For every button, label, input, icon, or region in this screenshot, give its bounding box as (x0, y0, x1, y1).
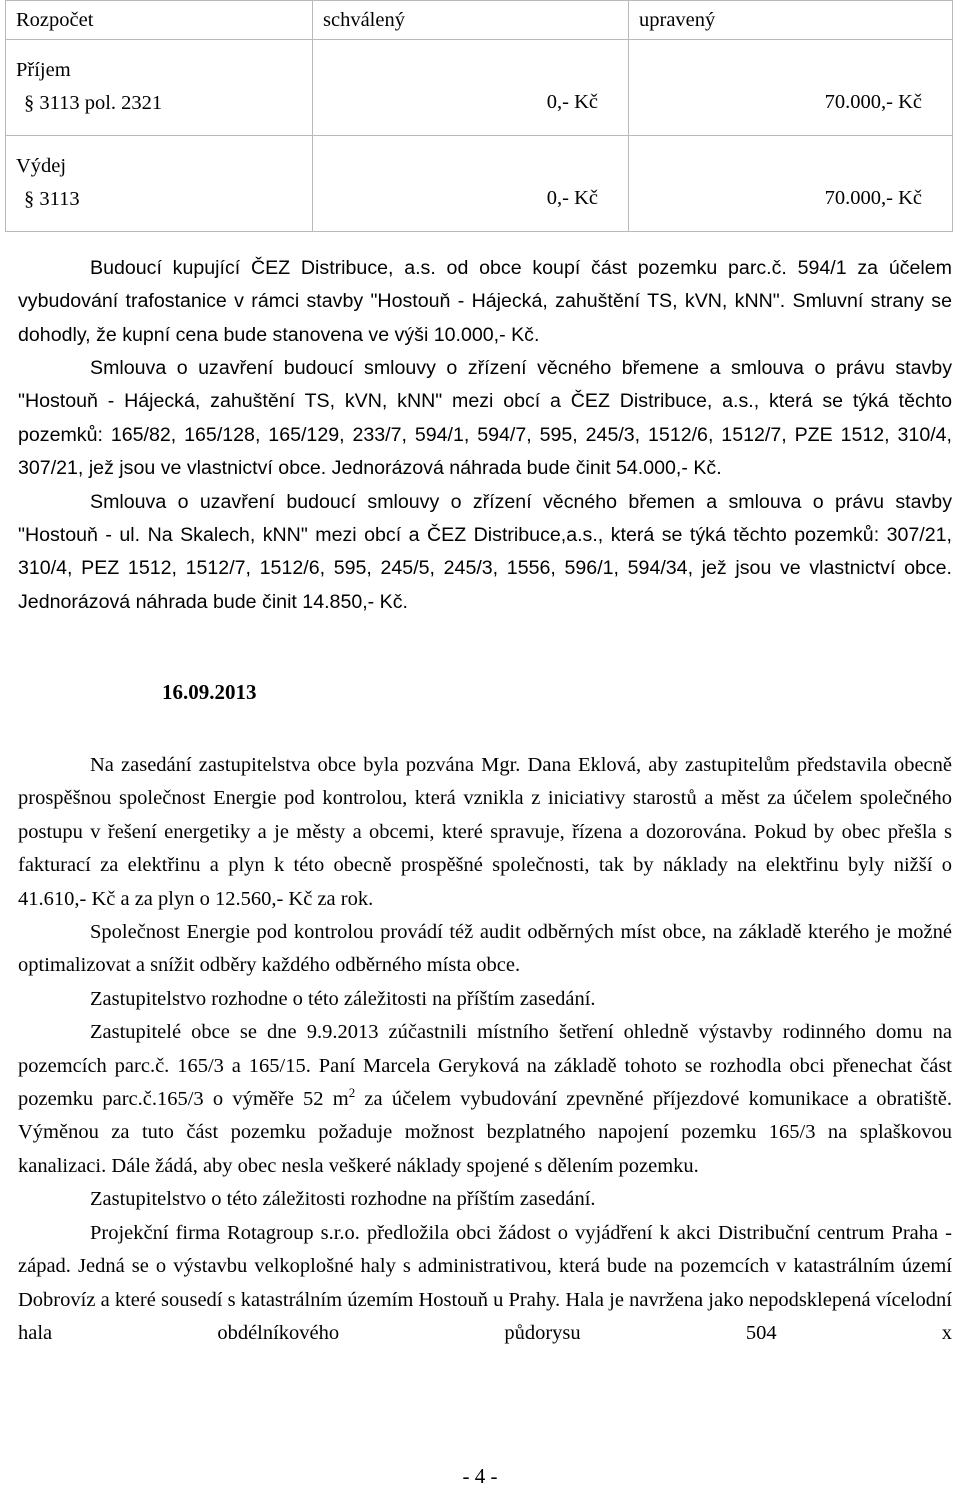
meeting-date: 16.09.2013 (162, 680, 257, 704)
expense-approved: 0,- Kč (546, 187, 598, 209)
page-number: - 4 - (462, 1464, 498, 1488)
easement-paragraph-1: Smlouva o uzavření budoucí smlouvy o zřízení věcného břemene a smlouva o právu stavby "Hostouň - Hájecká, zahuštění TS, kVN, kNN" mezi obcí a ČEZ Distribuce, a.s., která se týká těchto pozemků: 165/82, 165/128, 165/129, 233/7, 594/1, 594/7, 595, 245/3, 1512/6, 1512/7, PZE 1512, 310/4, 307/21, jež jsou ve vlastnictví obce. Jednorázová náhrada bude činit 54.000,- Kč. (18, 357, 952, 480)
income-adjusted: 70.000,- Kč (824, 91, 922, 113)
income-label: Příjem (16, 59, 71, 81)
cez-sale-section (18, 252, 952, 352)
income-code: § 3113 pol. 2321 (24, 92, 163, 114)
budget-expense-row (6, 136, 953, 232)
superscript-2: 2 (348, 1085, 356, 1101)
cez-sale-paragraph: Budoucí kupující ČEZ Distribuce, a.s. od obce koupí část pozemku parc.č. 594/1 za účelem vybudování trafostanice v rámci stavby "Hostouň - Hájecká, zahuštění TS, kVN, kNN". Smluvní strany se dohodly, že kupní cena bude stanovena ve výši 10.000,- Kč. (18, 257, 952, 346)
paragraph-decision-1: Zastupitelstvo rozhodne o této záležitosti na příštím zasedání. (90, 987, 596, 1010)
budget-header-approved: schválený (313, 1, 629, 40)
easement-paragraph-2: Smlouva o uzavření budoucí smlouvy o zřízení věcného břemen a smlouva o právu stavby "Hostouň - ul. Na Skalech, kNN" mezi obcí a ČEZ Distribuce,a.s., která se týká těchto pozemků: 307/21, 310/4, PEZ 1512, 1512/7, 1512/6, 595, 245/5, 245/3, 1556, 596/1, 594/34, jež jsou ve vlastnictví obce. Jednorázová náhrada bude činit 14.850,- Kč. (18, 490, 952, 613)
paragraph-energie: Na zasedání zastupitelstva obce byla pozvána Mgr. Dana Eklová, aby zastupitelům představila obecně prospěšnou společnost Energie pod kontrolou, která vznikla z iniciativy starostů a měst za účelem společného postupu v řešení energetiky a je městy a obcemi, které spravuje, řízena a dozorována. Pokud by obec přešla s fakturací za elektřinu a plyn k této obecně prospěšné společnosti, tak by náklady na elektřinu byly nižší o 41.610,- Kč a za plyn o 12.560,- Kč za rok. (18, 754, 952, 910)
expense-label: Výdej (16, 155, 67, 177)
budget-header-row (6, 1, 953, 40)
easement-section (18, 352, 952, 619)
paragraph-site-visit: Zastupitelé obce se dne 9.9.2013 zúčastnili místního šetření ohledně výstavby rodinného domu na pozemcích parc.č. 165/3 a 165/15. Paní Marcela Geryková na základě tohoto se rozhodla obci přenechat část pozemku parc.č.165/3 o výměře 52 $m^2$ za účelem vybudování zpevněné příjezdové komunikace a obratiště. Výměnou za tuto část pozemku požaduje možnost bezplatného napojení pozemku 165/3 na splaškovou kanalizaci. Dále žádá, aby obec nesla veškeré náklady spojené s dělením pozemku. (18, 1021, 952, 1177)
expense-code: § 3113 (24, 188, 80, 210)
expense-adjusted: 70.000,- Kč (824, 187, 922, 209)
income-approved: 0,- Kč (546, 91, 598, 113)
paragraph-audit: Společnost Energie pod kontrolou provádí též audit odběrných míst obce, na základě kterého je možné optimalizovat a snížit odběry každého odběrného místa obce. (18, 921, 952, 977)
budget-header-label: Rozpočet (6, 1, 313, 40)
budget-header-adjusted: upravený (629, 1, 953, 40)
budget-table (5, 0, 953, 232)
budget-income-row (6, 40, 953, 136)
minutes-section (18, 749, 952, 1350)
paragraph-decision-2: Zastupitelstvo o této záležitosti rozhodne na příštím zasedání. (90, 1188, 596, 1211)
paragraph-rotagroup: Projekční firma Rotagroup s.r.o. předložila obci žádost o vyjádření k akci Distribuční centrum Praha - západ. Jedná se o výstavbu velkoplošné haly s administrativou, která bude na pozemcích v katastrálním území Dobrovíz a které sousedí s katastrálním územím Hostouň u Prahy. Hala je navržena jako nepodsklepená vícelodní hala obdélníkového půdorysu 504 x (18, 1221, 952, 1344)
